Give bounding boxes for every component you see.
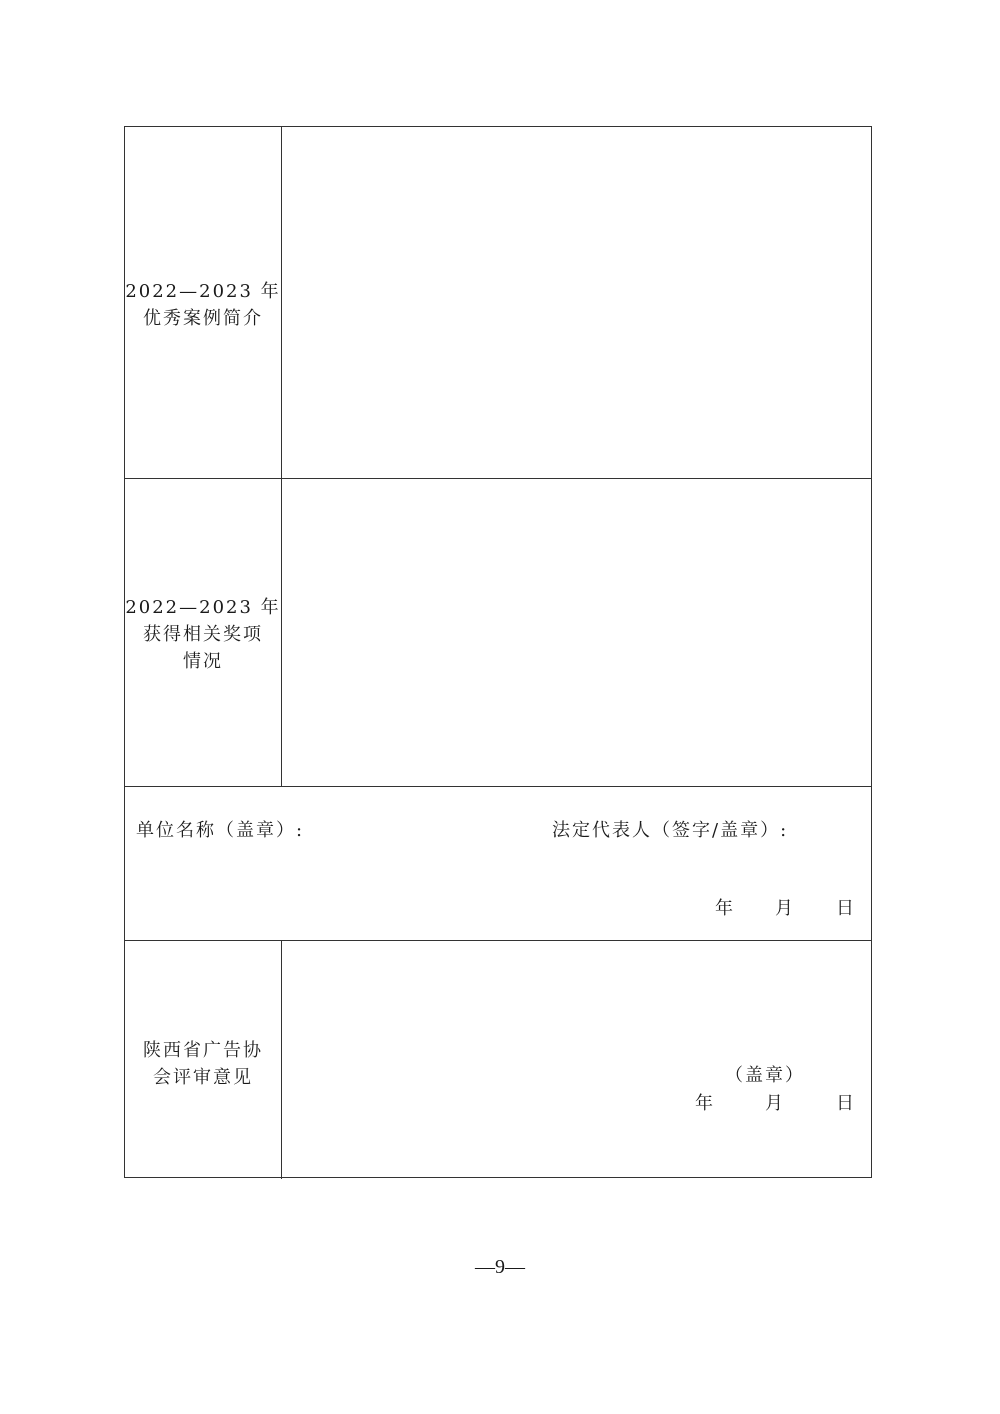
review-year-label: 年 <box>695 1093 715 1114</box>
review-content-cell[interactable] <box>283 941 871 1177</box>
review-label-line2: 会评审意见 <box>153 1067 253 1088</box>
review-label-line1: 陕西省广告协 <box>143 1040 263 1061</box>
cases-content-cell[interactable] <box>283 127 871 477</box>
awards-label-line3: 情况 <box>183 651 223 672</box>
review-month-label: 月 <box>765 1093 785 1114</box>
application-form-table <box>124 126 872 1178</box>
row-divider <box>125 786 871 787</box>
awards-label-line2: 获得相关奖项 <box>143 624 263 645</box>
review-stamp-label: （盖章） <box>725 1065 805 1086</box>
signature-month-label: 月 <box>775 898 795 919</box>
legal-representative-label: 法定代表人（签字/盖章）: <box>552 820 789 841</box>
signature-day-label: 日 <box>836 898 856 919</box>
column-divider <box>281 127 282 786</box>
cases-row-label <box>125 278 281 332</box>
column-divider <box>281 940 282 1179</box>
cases-label-line2: 优秀案例简介 <box>143 308 263 329</box>
signature-year-label: 年 <box>715 898 735 919</box>
page-number: —9— <box>475 1256 525 1278</box>
awards-content-cell[interactable] <box>283 479 871 785</box>
unit-name-label: 单位名称（盖章）: <box>136 820 305 841</box>
review-day-label: 日 <box>836 1093 856 1114</box>
cases-label-line1: 2022—2023 年 <box>125 281 281 302</box>
awards-label-line1: 2022—2023 年 <box>125 597 281 618</box>
awards-row-label <box>125 594 281 675</box>
review-row-label <box>125 1037 281 1091</box>
